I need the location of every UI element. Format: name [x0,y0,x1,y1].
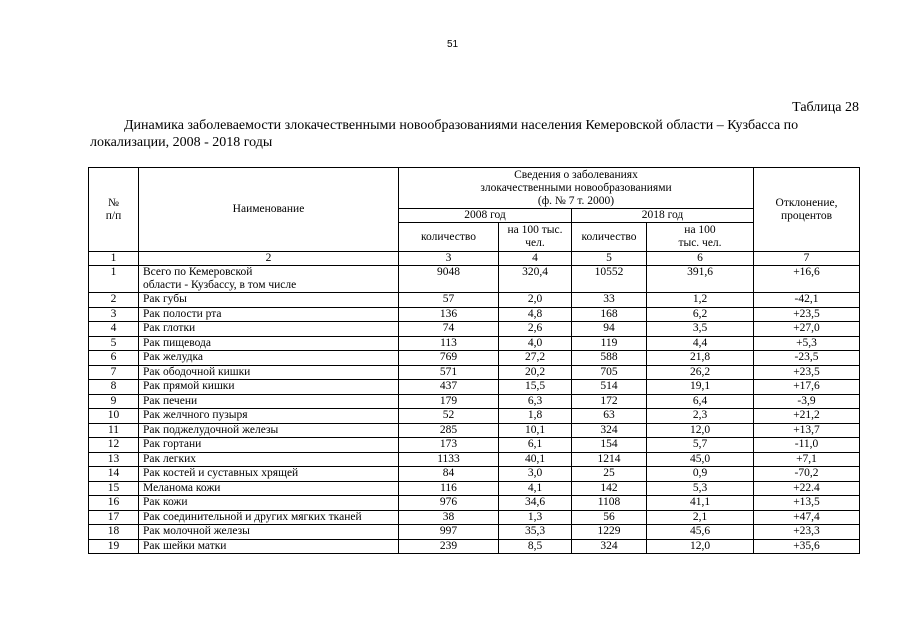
rate-2018: 45,6 [647,525,754,540]
count-2018: 119 [572,336,647,351]
row-name: Рак прямой кишки [139,380,399,395]
table-row [89,496,860,511]
deviation: +23,5 [754,365,860,380]
header-rate-2018: на 100 тыс. чел. [647,223,754,252]
row-number: 18 [89,525,139,540]
rate-2008: 20,2 [499,365,572,380]
incidence-table [88,167,860,554]
rate-2008: 6,3 [499,394,572,409]
header-year-2008: 2008 год [399,209,572,223]
deviation: -42,1 [754,293,860,308]
row-number: 5 [89,336,139,351]
table-row [89,307,860,322]
count-2008: 239 [399,539,499,554]
rate-2008: 34,6 [499,496,572,511]
row-name: Рак гортани [139,438,399,453]
count-2008: 571 [399,365,499,380]
count-2018: 168 [572,307,647,322]
rate-2008: 40,1 [499,452,572,467]
header-count-2008: количество [399,223,499,252]
rate-2008: 15,5 [499,380,572,395]
rate-2018: 4,4 [647,336,754,351]
deviation: +17,6 [754,380,860,395]
row-name: Рак ободочной кишки [139,365,399,380]
count-2008: 57 [399,293,499,308]
row-name: Рак соединительной и других мягких тканей [139,510,399,525]
count-2018: 56 [572,510,647,525]
count-2018: 514 [572,380,647,395]
rate-2018: 6,2 [647,307,754,322]
rate-2018: 12,0 [647,423,754,438]
rate-2018: 1,2 [647,293,754,308]
rate-2008: 27,2 [499,351,572,366]
rate-2008: 3,0 [499,467,572,482]
rate-2018: 12,0 [647,539,754,554]
deviation: +22.4 [754,481,860,496]
deviation: +13,7 [754,423,860,438]
row-name: Рак желчного пузыря [139,409,399,424]
row-name: Меланома кожи [139,481,399,496]
row-name: Рак молочной железы [139,525,399,540]
rate-2008: 4,0 [499,336,572,351]
header-group: Сведения о заболеваниях злокачественными новообразованиями (ф. № 7 т. 2000) [399,168,754,209]
row-name: Рак шейки матки [139,539,399,554]
row-name: Рак легких [139,452,399,467]
count-2008: 769 [399,351,499,366]
column-number: 3 [399,252,499,266]
deviation: -70,2 [754,467,860,482]
row-number: 3 [89,307,139,322]
count-2018: 1108 [572,496,647,511]
rate-2018: 21,8 [647,351,754,366]
header-num: № п/п [89,168,139,252]
table-row [89,409,860,424]
table-label: Таблица 28 [792,100,859,115]
table-row [89,351,860,366]
row-number: 8 [89,380,139,395]
table-row [89,293,860,308]
row-name: Всего по Кемеровской области - Кузбассу, в том числе [139,266,399,293]
count-2008: 74 [399,322,499,337]
header-year-2018: 2018 год [572,209,754,223]
rate-2008: 4,8 [499,307,572,322]
row-number: 11 [89,423,139,438]
column-number: 2 [139,252,399,266]
table-row [89,510,860,525]
page-number: 51 [446,39,459,50]
row-number: 6 [89,351,139,366]
rate-2008: 2,6 [499,322,572,337]
row-number: 13 [89,452,139,467]
table-body [89,266,860,554]
table-row [89,481,860,496]
column-number: 7 [754,252,860,266]
count-2018: 172 [572,394,647,409]
count-2018: 63 [572,409,647,424]
rate-2018: 45,0 [647,452,754,467]
rate-2008: 320,4 [499,266,572,293]
rate-2008: 4,1 [499,481,572,496]
count-2018: 154 [572,438,647,453]
row-number: 16 [89,496,139,511]
rate-2018: 5,3 [647,481,754,496]
table-row [89,525,860,540]
column-number: 1 [89,252,139,266]
rate-2018: 26,2 [647,365,754,380]
column-number: 4 [499,252,572,266]
deviation: +23,5 [754,307,860,322]
deviation: +47,4 [754,510,860,525]
table-row [89,423,860,438]
row-name: Рак глотки [139,322,399,337]
table-row [89,266,860,293]
count-2008: 116 [399,481,499,496]
row-name: Рак полости рта [139,307,399,322]
count-2018: 33 [572,293,647,308]
rate-2008: 10,1 [499,423,572,438]
rate-2008: 6,1 [499,438,572,453]
count-2018: 25 [572,467,647,482]
rate-2018: 6,4 [647,394,754,409]
rate-2018: 19,1 [647,380,754,395]
rate-2018: 2,1 [647,510,754,525]
deviation: +23,3 [754,525,860,540]
table-row [89,452,860,467]
row-number: 2 [89,293,139,308]
table-row [89,322,860,337]
count-2008: 84 [399,467,499,482]
row-name: Рак печени [139,394,399,409]
rate-2018: 391,6 [647,266,754,293]
count-2008: 976 [399,496,499,511]
rate-2008: 35,3 [499,525,572,540]
row-name: Рак пищевода [139,336,399,351]
row-number: 15 [89,481,139,496]
deviation: +13,5 [754,496,860,511]
rate-2018: 2,3 [647,409,754,424]
count-2018: 10552 [572,266,647,293]
row-number: 7 [89,365,139,380]
table-row [89,539,860,554]
row-number: 19 [89,539,139,554]
row-name: Рак губы [139,293,399,308]
count-2008: 113 [399,336,499,351]
table-row [89,365,860,380]
deviation: +16,6 [754,266,860,293]
deviation: +5,3 [754,336,860,351]
table-row [89,438,860,453]
count-2018: 324 [572,423,647,438]
row-name: Рак кожи [139,496,399,511]
count-2008: 173 [399,438,499,453]
count-2018: 324 [572,539,647,554]
row-number: 12 [89,438,139,453]
count-2008: 285 [399,423,499,438]
row-number: 1 [89,266,139,293]
row-name: Рак костей и суставных хрящей [139,467,399,482]
count-2008: 997 [399,525,499,540]
count-2008: 9048 [399,266,499,293]
table-row [89,467,860,482]
count-2008: 136 [399,307,499,322]
header-deviation: Отклонение, процентов [754,168,860,252]
count-2018: 705 [572,365,647,380]
table-row [89,336,860,351]
count-2018: 142 [572,481,647,496]
count-2008: 1133 [399,452,499,467]
deviation: -3,9 [754,394,860,409]
count-2008: 179 [399,394,499,409]
deviation: +35,6 [754,539,860,554]
header-count-2018: количество [572,223,647,252]
count-2018: 94 [572,322,647,337]
deviation: +21,2 [754,409,860,424]
rate-2008: 8,5 [499,539,572,554]
row-name: Рак поджелудочной железы [139,423,399,438]
deviation: +7,1 [754,452,860,467]
deviation: +27,0 [754,322,860,337]
column-number: 6 [647,252,754,266]
table-caption: Динамика заболеваемости злокачественными новообразованиями населения Кемеровской области – Кузбасса по локализации, 2008 - 2018 годы [90,118,799,150]
rate-2008: 1,3 [499,510,572,525]
header-name: Наименование [139,168,399,252]
row-number: 10 [89,409,139,424]
row-number: 9 [89,394,139,409]
deviation: -23,5 [754,351,860,366]
column-numbers-row [89,252,860,266]
deviation: -11,0 [754,438,860,453]
rate-2018: 41,1 [647,496,754,511]
row-number: 17 [89,510,139,525]
header-rate-2008: на 100 тыс. чел. [499,223,572,252]
rate-2008: 1,8 [499,409,572,424]
rate-2018: 5,7 [647,438,754,453]
row-name: Рак желудка [139,351,399,366]
rate-2018: 3,5 [647,322,754,337]
table-row [89,380,860,395]
rate-2008: 2,0 [499,293,572,308]
column-number: 5 [572,252,647,266]
count-2008: 437 [399,380,499,395]
count-2018: 1214 [572,452,647,467]
table-row [89,394,860,409]
count-2018: 1229 [572,525,647,540]
rate-2018: 0,9 [647,467,754,482]
count-2008: 38 [399,510,499,525]
count-2018: 588 [572,351,647,366]
row-number: 4 [89,322,139,337]
count-2008: 52 [399,409,499,424]
row-number: 14 [89,467,139,482]
